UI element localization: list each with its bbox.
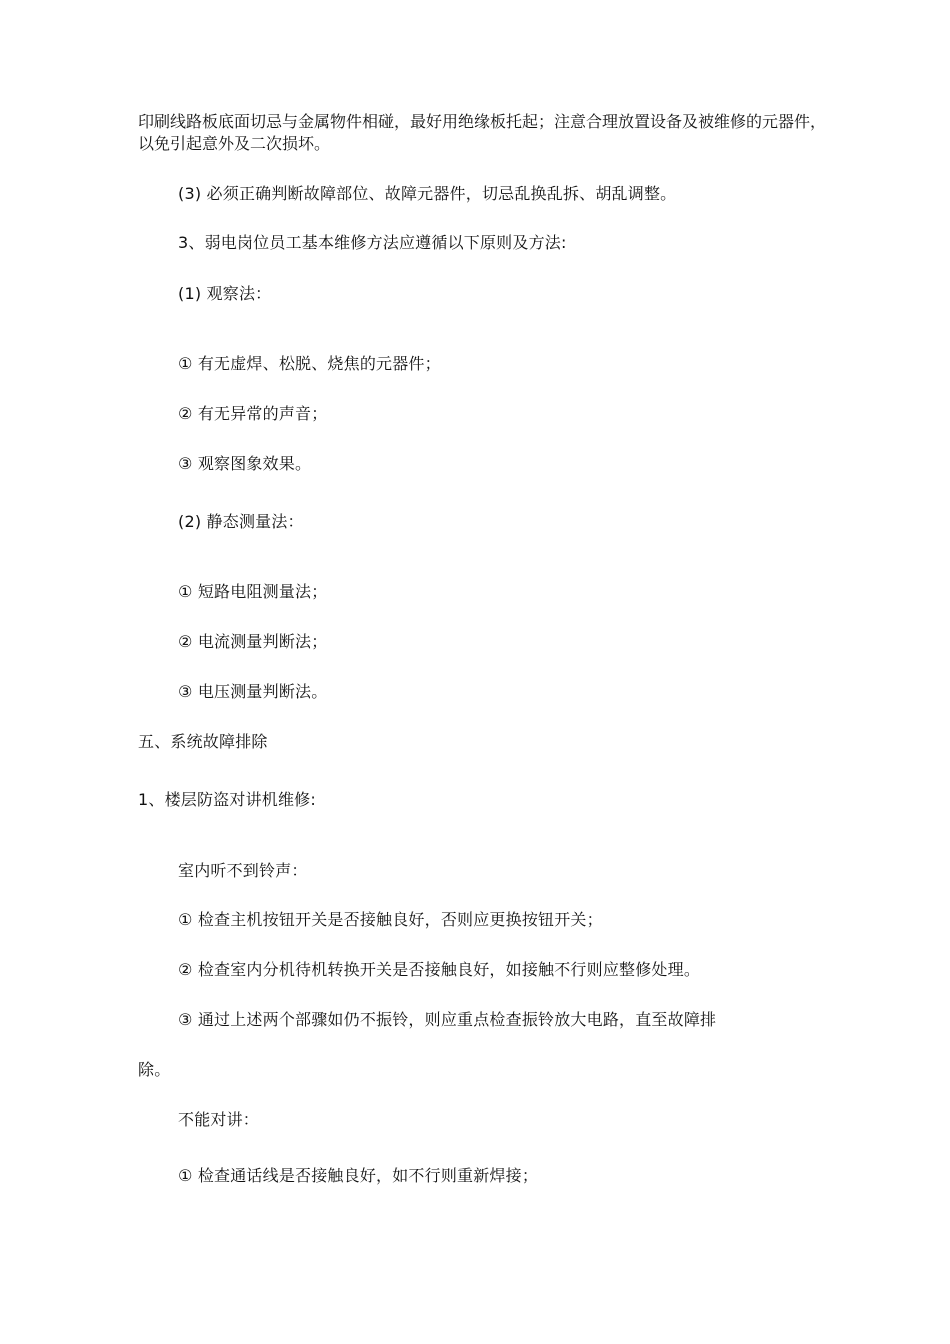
- paragraph-pcb-handling: 印刷线路板底面切忌与金属物件相碰，最好用绝缘板托起；注意合理放置设备及被维修的元器件，以免引起意外及二次损坏。: [138, 112, 827, 153]
- paragraph-item-3: (3) 必须正确判断故障部位、故障元器件，切忌乱换乱拆、胡乱调整。: [178, 184, 677, 203]
- list-item: ② 有无异常的声音；: [178, 404, 328, 423]
- list-item: ① 有无虚焊、松脱、烧焦的元器件；: [178, 354, 441, 373]
- list-item: ① 检查通话线是否接触良好，如不行则重新焊接；: [178, 1166, 539, 1185]
- list-item: ② 电流测量判断法；: [178, 632, 328, 651]
- list-item: ① 短路电阻测量法；: [178, 582, 328, 601]
- subsection-heading: 1、楼层防盗对讲机维修:: [138, 790, 316, 809]
- list-item: ① 检查主机按钮开关是否接触良好，否则应更换按钮开关；: [178, 910, 603, 929]
- subheading-no-intercom: 不能对讲：: [178, 1110, 260, 1129]
- section-heading: 五、系统故障排除: [138, 732, 268, 751]
- subheading-no-ring: 室内听不到铃声：: [178, 861, 308, 880]
- subheading-static-measurement: (2) 静态测量法：: [178, 512, 304, 531]
- list-item: ③ 通过上述两个部骤如仍不振铃，则应重点检查振铃放大电路，直至故障排: [178, 1010, 717, 1029]
- list-item-continuation: 除。: [138, 1060, 171, 1079]
- list-item: ② 检查室内分机待机转换开关是否接触良好，如接触不行则应整修处理。: [178, 960, 701, 979]
- list-item: ③ 观察图象效果。: [178, 454, 312, 473]
- list-item: ③ 电压测量判断法。: [178, 682, 328, 701]
- subheading-observation: (1) 观察法：: [178, 284, 272, 303]
- paragraph-section-3: 3、弱电岗位员工基本维修方法应遵循以下原则及方法:: [178, 233, 567, 252]
